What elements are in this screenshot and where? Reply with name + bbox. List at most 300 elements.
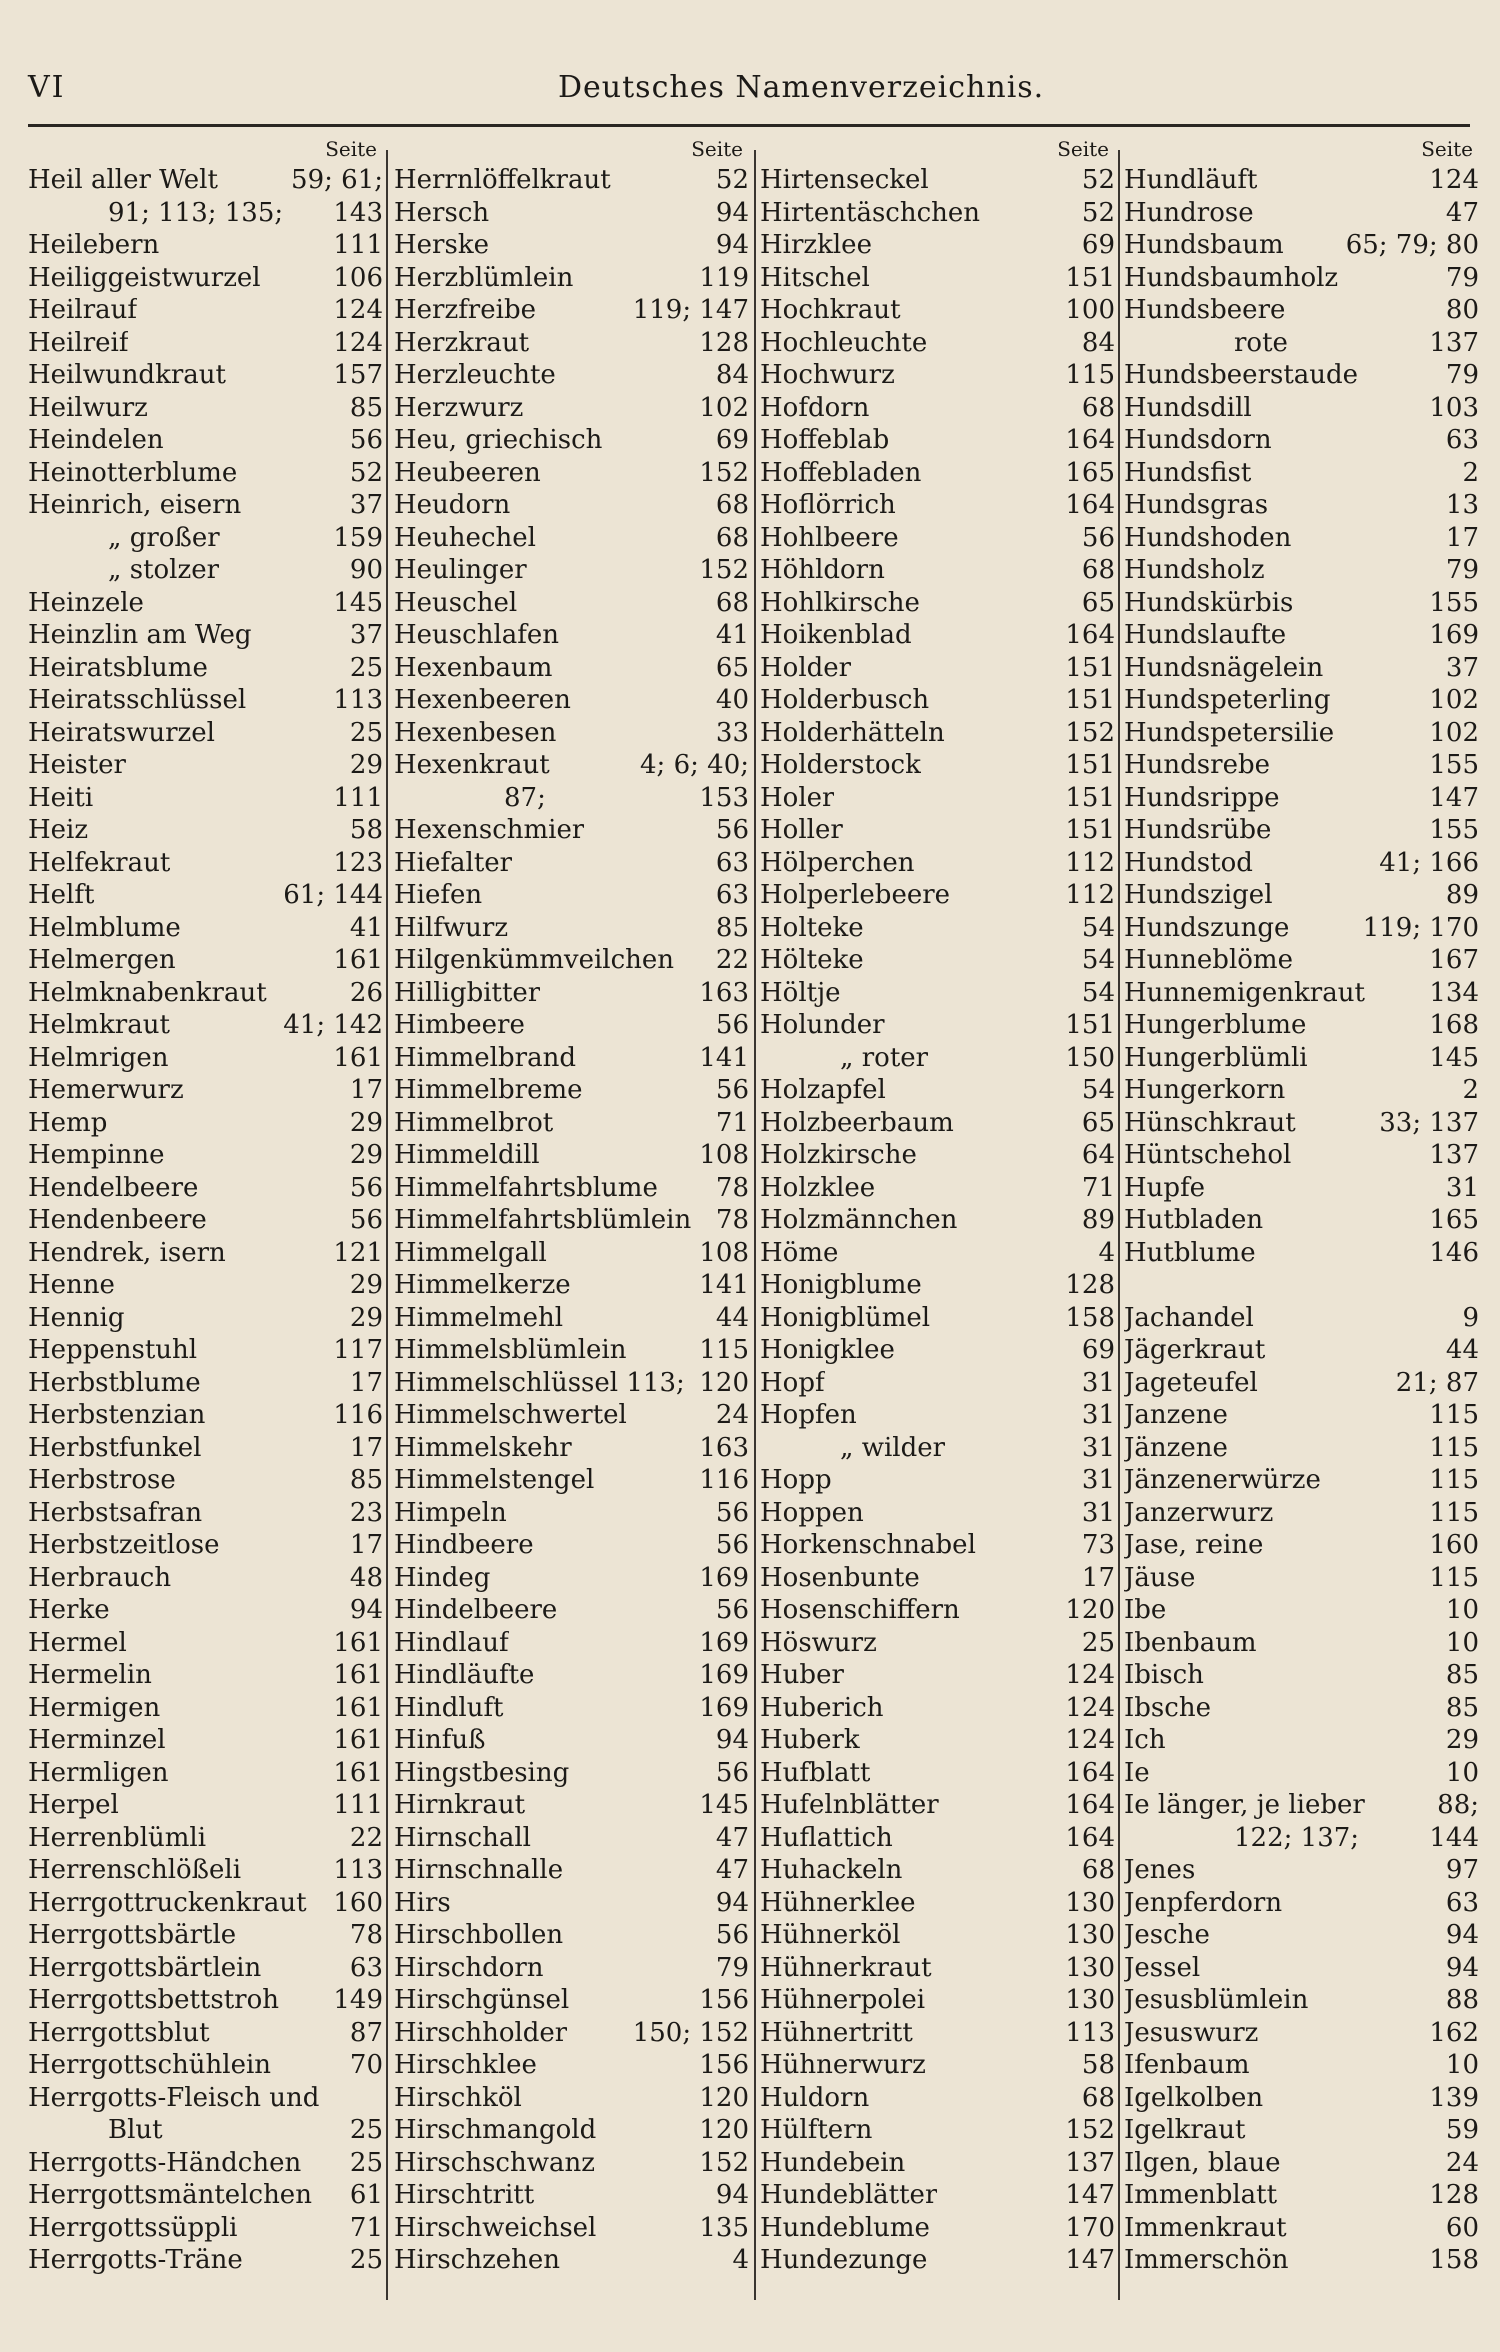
entry-page-ref: 152 <box>1065 2115 1115 2145</box>
entry-term: Hendelbeere <box>28 1172 199 1203</box>
entry-page-ref: 29 <box>349 1140 383 1170</box>
index-entry <box>28 2049 383 2082</box>
index-entry <box>760 2114 1115 2147</box>
entry-page-ref: 147 <box>1065 2245 1115 2275</box>
entry-page-ref: 56 <box>715 1530 749 1560</box>
entry-page-ref: 169 <box>699 1660 749 1690</box>
entry-term: Hühnerköl <box>760 1920 901 1950</box>
entry-term: Heilwundkraut <box>28 360 226 390</box>
entry-page-ref: 25 <box>349 652 383 683</box>
index-entry <box>760 2082 1115 2115</box>
entry-page-ref: 29 <box>349 1107 383 1138</box>
index-entry <box>28 1009 383 1042</box>
index-entry <box>1124 1334 1479 1367</box>
index-entry <box>1124 1074 1479 1107</box>
entry-page-ref: 4 <box>1098 1237 1115 1268</box>
index-entry <box>394 1692 749 1725</box>
index-entry <box>760 1334 1115 1367</box>
entry-page-ref: 170 <box>1065 2212 1115 2243</box>
entry-page-ref: 120 <box>699 2082 749 2113</box>
entry-term: Huberk <box>760 1725 860 1755</box>
entry-page-ref: 163 <box>699 977 749 1008</box>
index-entry <box>760 1464 1115 1497</box>
entry-page-ref: 24 <box>715 1400 749 1430</box>
entry-page-ref: 37 <box>349 490 383 520</box>
entry-page-ref: 17 <box>349 1432 383 1463</box>
index-entry <box>760 1854 1115 1887</box>
index-entry <box>760 1789 1115 1822</box>
index-entry <box>28 619 383 652</box>
entry-term: Helfekraut <box>28 847 171 878</box>
index-entry <box>760 1399 1115 1432</box>
entry-page-ref: 124 <box>1065 1660 1115 1690</box>
entry-page-ref: 69 <box>715 425 749 455</box>
index-entry <box>394 1302 749 1335</box>
entry-term: Hundebein <box>760 2147 906 2178</box>
entry-page-ref <box>377 2082 383 2115</box>
entry-page-ref: 163 <box>699 1432 749 1463</box>
index-entry <box>760 717 1115 750</box>
entry-term: Hundsbeerstaude <box>1124 360 1359 390</box>
entry-term: Hundsbaum <box>1124 230 1284 260</box>
entry-term: Hirschdorn <box>394 1952 544 1983</box>
entry-page-ref: 33; 137 <box>1379 1107 1479 1138</box>
entry-term: Hungerblümli <box>1124 1042 1308 1073</box>
entry-term: „ großer <box>108 522 220 553</box>
entry-term: Himmelmehl <box>394 1302 564 1333</box>
entry-page-ref: 73 <box>1081 1530 1115 1560</box>
index-entry <box>28 1139 383 1172</box>
entry-term: Hundspeterling <box>1124 685 1331 715</box>
entry-term: Hirtenseckel <box>760 165 929 195</box>
entry-page-ref: 94 <box>715 230 749 260</box>
entry-page-ref: 106 <box>333 262 383 293</box>
index-column-1 <box>28 134 383 2277</box>
entry-page-ref: 115 <box>1429 1432 1479 1463</box>
index-entry <box>760 1562 1115 1595</box>
index-entry <box>394 1952 749 1985</box>
entry-page-ref: 52 <box>349 457 383 488</box>
entry-term: Ifenbaum <box>1124 2050 1250 2080</box>
entry-page-ref: 24 <box>1445 2147 1479 2178</box>
entry-term: Hermigen <box>28 1692 161 1723</box>
entry-term: Hindeg <box>394 1562 491 1593</box>
entry-page-ref: 152 <box>699 457 749 488</box>
entry-page-ref: 17 <box>1445 522 1479 553</box>
index-entry <box>28 554 383 587</box>
entry-page-ref: 169 <box>1429 620 1479 650</box>
entry-page-ref: 165 <box>1429 1205 1479 1235</box>
entry-page-ref: 25 <box>349 2115 383 2145</box>
entry-page-ref: 10 <box>1445 1595 1479 1625</box>
entry-term: Herke <box>28 1595 110 1625</box>
entry-term: Jase, reine <box>1124 1530 1264 1560</box>
index-entry <box>760 2147 1115 2180</box>
entry-page-ref: 41 <box>349 912 383 943</box>
index-entry <box>394 1887 749 1920</box>
index-entry <box>1124 1887 1479 1920</box>
index-entry <box>760 814 1115 847</box>
index-entry <box>1124 2244 1479 2277</box>
entry-term: Himmelskehr <box>394 1432 572 1463</box>
entry-term: Höltje <box>760 977 841 1008</box>
entry-page-ref: 115 <box>1429 1497 1479 1528</box>
index-entry <box>28 2147 383 2180</box>
index-entry <box>28 1887 383 1920</box>
entry-page-ref: 165 <box>1065 457 1115 488</box>
index-entry <box>760 1822 1115 1855</box>
entry-page-ref: 94 <box>1445 1952 1479 1983</box>
index-entry <box>28 1724 383 1757</box>
index-entry <box>760 1172 1115 1205</box>
running-title: Deutsches Namenverzeichnis. <box>558 70 1045 105</box>
entry-term: Heiratsblume <box>28 652 208 683</box>
entry-page-ref: 22 <box>349 1822 383 1853</box>
index-entry <box>1124 359 1479 392</box>
entry-term: Hitschel <box>760 262 870 293</box>
entry-term: Hundsgras <box>1124 490 1269 520</box>
entry-term: Hempinne <box>28 1140 165 1170</box>
index-entry <box>28 457 383 490</box>
entry-page-ref: 64 <box>1081 1140 1115 1170</box>
entry-page-ref: 160 <box>1429 1530 1479 1560</box>
entry-term: Holteke <box>760 912 864 943</box>
index-entry <box>394 2179 749 2212</box>
index-entry <box>760 359 1115 392</box>
index-entry <box>760 457 1115 490</box>
entry-page-ref: 108 <box>699 1237 749 1268</box>
index-entry <box>760 1984 1115 2017</box>
entry-term: Hirschholder <box>394 2017 568 2048</box>
index-entry <box>28 1302 383 1335</box>
entry-term: „ wilder <box>840 1432 946 1463</box>
index-entry <box>28 1107 383 1140</box>
index-entry <box>1124 1367 1479 1400</box>
entry-page-ref: 161 <box>333 945 383 975</box>
entry-term: Hundszigel <box>1124 880 1273 910</box>
entry-term: Herbstsafran <box>28 1497 203 1528</box>
entry-page-ref: 124 <box>1065 1692 1115 1723</box>
entry-page-ref: 33 <box>715 717 749 748</box>
entry-page-ref: 150 <box>1065 1042 1115 1073</box>
entry-term: Holer <box>760 782 835 813</box>
entry-page-ref: 31 <box>1081 1497 1115 1528</box>
entry-page-ref: 124 <box>333 295 383 325</box>
entry-term: Hendrek, isern <box>28 1237 226 1268</box>
index-entry <box>28 1659 383 1692</box>
entry-term: Heister <box>28 750 126 780</box>
entry-term: Ich <box>1124 1725 1166 1755</box>
entry-page-ref: 124 <box>333 327 383 358</box>
index-entry <box>760 1139 1115 1172</box>
entry-page-ref: 71 <box>715 1107 749 1138</box>
index-entry <box>28 327 383 360</box>
page-number: VI <box>28 70 66 105</box>
index-entry <box>28 262 383 295</box>
index-entry <box>394 229 749 262</box>
index-entry <box>1124 1659 1479 1692</box>
entry-term: Himmelschlüssel 113; <box>394 1367 685 1398</box>
entry-page-ref: 78 <box>715 1205 749 1235</box>
entry-term: Heiliggeistwurzel <box>28 262 261 293</box>
entry-term: Jänzene <box>1124 1432 1228 1463</box>
entry-page-ref: 128 <box>699 327 749 358</box>
entry-term: Hirnschall <box>394 1822 531 1853</box>
entry-page-ref: 87 <box>349 2017 383 2048</box>
index-entry <box>394 164 749 197</box>
entry-page-ref: 108 <box>699 1140 749 1170</box>
index-entry <box>1124 619 1479 652</box>
index-entry <box>28 424 383 457</box>
entry-page-ref: 79 <box>715 1952 749 1983</box>
entry-page-ref: 149 <box>333 1985 383 2015</box>
column-divider <box>754 150 756 2300</box>
entry-term: Hirschmangold <box>394 2115 597 2145</box>
entry-term: Hundsbeere <box>1124 295 1286 325</box>
entry-page-ref: 65 <box>1081 587 1115 618</box>
entry-page-ref: 29 <box>349 1270 383 1300</box>
entry-term: Jenes <box>1124 1855 1196 1885</box>
index-entry <box>1124 489 1479 522</box>
entry-term: Hufblatt <box>760 1757 871 1788</box>
index-entry <box>394 587 749 620</box>
entry-page-ref: 17 <box>1081 1562 1115 1593</box>
entry-term: Hirschtritt <box>394 2180 535 2210</box>
entry-page-ref: 69 <box>1081 1335 1115 1365</box>
entry-page-ref: 113 <box>1065 2017 1115 2048</box>
entry-term: Hungerblume <box>1124 1010 1307 1040</box>
entry-page-ref: 167 <box>1429 945 1479 975</box>
entry-page-ref: 31 <box>1081 1432 1115 1463</box>
index-entry <box>1124 1497 1479 1530</box>
entry-term: Höhldorn <box>760 555 885 585</box>
entry-term: Hoflörrich <box>760 490 896 520</box>
entry-page-ref: 78 <box>715 1172 749 1203</box>
index-entry <box>1124 749 1479 782</box>
entry-term: Ie länger, je lieber <box>1124 1790 1365 1820</box>
entry-term: Huflattich <box>760 1822 893 1853</box>
entry-page-ref: 85 <box>1445 1692 1479 1723</box>
index-entry <box>1124 1789 1479 1822</box>
entry-page-ref: 58 <box>1081 2050 1115 2080</box>
entry-page-ref: 78 <box>349 1920 383 1950</box>
index-column-3 <box>760 134 1115 2277</box>
entry-page-ref: 164 <box>1065 620 1115 650</box>
index-entry <box>1124 1107 1479 1140</box>
index-entry <box>760 262 1115 295</box>
entry-page-ref: 161 <box>333 1692 383 1723</box>
index-entry <box>394 1172 749 1205</box>
entry-page-ref: 65 <box>715 652 749 683</box>
entry-term: Hupfe <box>1124 1172 1206 1203</box>
entry-term: Hundsholz <box>1124 555 1265 585</box>
entry-term: Hundeblume <box>760 2212 930 2243</box>
index-entry <box>394 1919 749 1952</box>
index-entry <box>394 879 749 912</box>
entry-page-ref: 60 <box>1445 2212 1479 2243</box>
entry-page-ref: 117 <box>333 1335 383 1365</box>
entry-term: Hermelin <box>28 1660 152 1690</box>
entry-page-ref: 161 <box>333 1725 383 1755</box>
entry-term: Ibe <box>1124 1595 1167 1625</box>
index-entry <box>1124 944 1479 977</box>
entry-page-ref: 31 <box>1081 1465 1115 1495</box>
entry-term: Herzblümlein <box>394 262 574 293</box>
entry-page-ref: 128 <box>1065 1270 1115 1300</box>
entry-term: Hofdorn <box>760 392 870 423</box>
entry-term: Heuschlafen <box>394 620 560 650</box>
entry-term: Herrenblümli <box>28 1822 207 1853</box>
entry-term: Hemerwurz <box>28 1075 184 1105</box>
entry-term: 87; <box>504 782 546 813</box>
entry-term: Hopfen <box>760 1400 857 1430</box>
entry-page-ref: 94 <box>715 1887 749 1918</box>
entry-term: Hülftern <box>760 2115 873 2145</box>
index-entry <box>28 749 383 782</box>
entry-page-ref: 153 <box>699 782 749 813</box>
index-entry <box>1124 1139 1479 1172</box>
entry-term: Hochkraut <box>760 295 901 325</box>
entry-term: Heuschel <box>394 587 518 618</box>
entry-term: Höme <box>760 1237 839 1268</box>
entry-page-ref: 56 <box>715 815 749 845</box>
index-entry <box>760 164 1115 197</box>
entry-term: Hölteke <box>760 945 864 975</box>
entry-term: Igelkraut <box>1124 2115 1246 2145</box>
index-entry <box>1124 912 1479 945</box>
index-entry <box>394 1107 749 1140</box>
index-entry <box>760 1074 1115 1107</box>
entry-page-ref: 94 <box>715 2180 749 2210</box>
index-entry <box>394 1659 749 1692</box>
entry-page-ref: 151 <box>1065 262 1115 293</box>
entry-term: Jessel <box>1124 1952 1201 1983</box>
index-entry <box>760 2017 1115 2050</box>
entry-term: Hirnkraut <box>394 1790 526 1820</box>
header-rule <box>28 124 1470 127</box>
index-entry <box>1124 2179 1479 2212</box>
entry-page-ref: 29 <box>1445 1725 1479 1755</box>
entry-page-ref: 161 <box>333 1042 383 1073</box>
entry-term: Hopp <box>760 1465 832 1495</box>
entry-page-ref: 94 <box>1445 1920 1479 1950</box>
index-entry <box>760 554 1115 587</box>
entry-term: Hexenbaum <box>394 652 553 683</box>
index-entry <box>394 294 749 327</box>
entry-page-ref: 157 <box>333 360 383 390</box>
entry-term: Himpeln <box>394 1497 507 1528</box>
index-entry <box>1124 1854 1479 1887</box>
entry-term: Hüntschehol <box>1124 1140 1292 1170</box>
index-entry <box>394 327 749 360</box>
entry-term: Hühnerkraut <box>760 1952 932 1983</box>
index-entry <box>28 1757 383 1790</box>
entry-term: „ roter <box>840 1042 929 1073</box>
entry-term: Ibisch <box>1124 1660 1204 1690</box>
index-entry <box>394 782 749 815</box>
entry-page-ref: 119; 147 <box>632 295 749 325</box>
index-entry <box>28 1204 383 1237</box>
entry-term: Herbstzeitlose <box>28 1530 220 1560</box>
entry-term: Holder <box>760 652 852 683</box>
entry-term: Heil aller Welt <box>28 165 218 195</box>
entry-page-ref: 41 <box>715 620 749 650</box>
entry-page-ref: 169 <box>699 1692 749 1723</box>
index-entry <box>760 522 1115 555</box>
index-entry <box>760 847 1115 880</box>
entry-term: Holunder <box>760 1010 885 1040</box>
index-entry <box>28 197 383 230</box>
entry-term: Himmelgall <box>394 1237 547 1268</box>
entry-term: Ibenbaum <box>1124 1627 1257 1658</box>
entry-term: Hochwurz <box>760 360 895 390</box>
index-entry <box>28 2082 383 2115</box>
entry-term: Holderbusch <box>760 685 930 715</box>
entry-term: Herrgottssüppli <box>28 2212 238 2243</box>
entry-term: Ilgen, blaue <box>1124 2147 1281 2178</box>
entry-term: Holderhätteln <box>760 717 945 748</box>
entry-page-ref: 116 <box>699 1465 749 1495</box>
entry-term: Hölperchen <box>760 847 915 878</box>
entry-page-ref: 120 <box>699 2115 749 2145</box>
entry-term: Huber <box>760 1660 844 1690</box>
index-entry <box>394 847 749 880</box>
index-entry <box>394 749 749 782</box>
index-entry <box>1124 1399 1479 1432</box>
entry-term: Herrgotts-Träne <box>28 2245 243 2275</box>
entry-term: Heuhechel <box>394 522 536 553</box>
index-entry <box>1124 2017 1479 2050</box>
entry-term: Helft <box>28 880 95 910</box>
index-entry <box>394 392 749 425</box>
index-entry <box>760 489 1115 522</box>
entry-page-ref: 56 <box>349 425 383 455</box>
entry-page-ref: 97 <box>1445 1855 1479 1885</box>
entry-term: Helmkraut <box>28 1010 170 1040</box>
entry-term: Jäuse <box>1124 1562 1196 1593</box>
index-entry <box>394 684 749 717</box>
index-entry <box>394 814 749 847</box>
entry-term: Himmelfahrtsblume <box>394 1172 658 1203</box>
entry-term: Hundskürbis <box>1124 587 1294 618</box>
index-entry <box>1124 1172 1479 1205</box>
entry-page-ref: 141 <box>699 1270 749 1300</box>
entry-term: Herske <box>394 230 489 260</box>
entry-term: Helmrigen <box>28 1042 169 1073</box>
entry-page-ref: 10 <box>1445 1627 1479 1658</box>
entry-term: Hundläuft <box>1124 165 1258 195</box>
entry-term: Heilebern <box>28 230 160 260</box>
entry-page-ref: 121 <box>333 1237 383 1268</box>
entry-term: Hundsdorn <box>1124 425 1272 455</box>
index-entry <box>1124 1724 1479 1757</box>
index-entry <box>28 1497 383 1530</box>
entry-page-ref: 164 <box>1065 1790 1115 1820</box>
entry-term: Heilrauf <box>28 295 137 325</box>
index-entry <box>28 1594 383 1627</box>
entry-term: Hinfuß <box>394 1725 486 1755</box>
entry-term: Henne <box>28 1270 115 1300</box>
entry-term: Hindbeere <box>394 1530 534 1560</box>
index-entry <box>1124 1757 1479 1790</box>
entry-term: Herzkraut <box>394 327 530 358</box>
index-entry <box>28 782 383 815</box>
index-entry <box>1124 814 1479 847</box>
index-entry <box>760 749 1115 782</box>
entry-term: Blut <box>108 2115 163 2145</box>
entry-term: Hundsdill <box>1124 392 1252 423</box>
entry-term: Heinzele <box>28 587 144 618</box>
